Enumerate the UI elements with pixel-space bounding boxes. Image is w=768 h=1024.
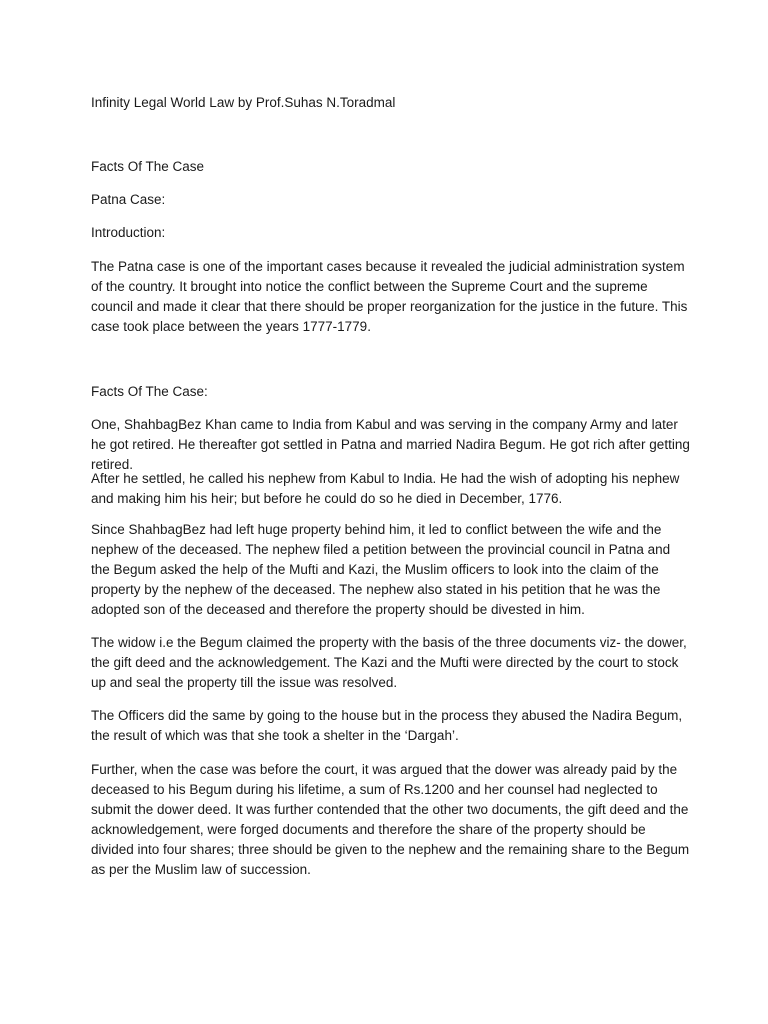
paragraph-5: The Officers did the same by going to the house but in the process they abused the Nadira Begum, the result of which was that she took a shelter in the ‘Dargah’. [91, 708, 683, 743]
heading-facts-of-the-case: Facts Of The Case [91, 159, 205, 174]
paragraph-4: The widow i.e the Begum claimed the property with the basis of the three documents viz- the dower, the gift deed and the acknowledgement. The Kazi and the Mufti were directed by the court to stock up and seal the property till the issue was resolved. [91, 635, 687, 690]
heading-facts-of-the-case-2: Facts Of The Case: [91, 384, 208, 399]
heading-patna-case: Patna Case: [91, 192, 166, 207]
paragraph-6: Further, when the case was before the court, it was argued that the dower was already paid by the deceased to his Begum during his lifetime, a sum of Rs.1200 and her counsel had neglected to submit the dower deed. It was further contended that the other two documents, the gift deed and the acknowledgement, were forged documents and therefore the share of the property should be divided into four shares; three should be given to the nephew and the remaining share to the Begum as per the Muslim law of succession. [91, 762, 690, 877]
heading-introduction: Introduction: [91, 225, 166, 240]
document-header: Infinity Legal World Law by Prof.Suhas N.Toradmal [91, 95, 396, 110]
paragraph-3: Since ShahbagBez had left huge property behind him, it led to conflict between the wife and the nephew of the deceased. The nephew filed a petition between the provincial council in Patna and the Begum asked the help of the Mufti and Kazi, the Muslim officers to look into the claim of the property by the nephew of the deceased. The nephew also stated in his petition that he was the adopted son of the deceased and therefore the property should be divested in him. [91, 522, 671, 617]
intro-paragraph: The Patna case is one of the important cases because it revealed the judicial administration system of the country. It brought into notice the conflict between the Supreme Court and the supreme council and made it clear that there should be proper reorganization for the justice in the future. This case took place between the years 1777-1779. [91, 259, 688, 334]
paragraph-1: One, ShahbagBez Khan came to India from Kabul and was serving in the company Army and later he got retired. He thereafter got settled in Patna and married Nadira Begum. He got rich after getting retired. [91, 417, 690, 472]
paragraph-2: After he settled, he called his nephew from Kabul to India. He had the wish of adopting his nephew and making him his heir; but before he could do so he died in December, 1776. [91, 471, 680, 506]
